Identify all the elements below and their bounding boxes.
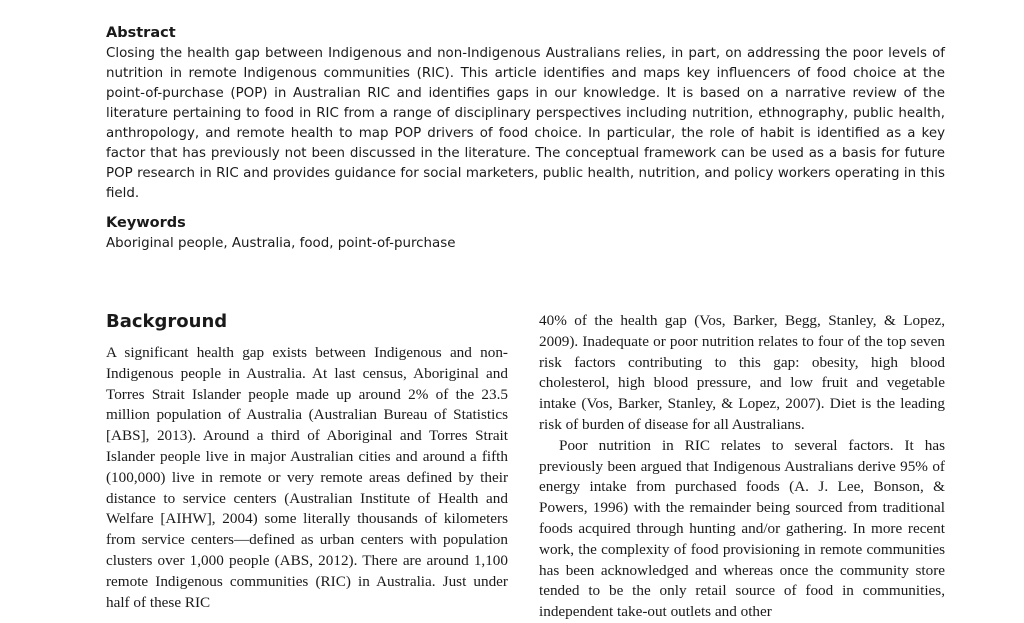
- abstract-section: [106, 24, 945, 204]
- keywords-heading: Keywords: [106, 215, 186, 231]
- keywords-section: [106, 214, 945, 254]
- abstract-heading: Abstract: [106, 25, 176, 41]
- right-column: [539, 311, 945, 623]
- background-paragraph-right-2: Poor nutrition in RIC relates to several factors. It has previously been argued that Indigenous Australians derive 95% of energy intake from purchased foods (A. J. Lee, Bonson, & Powers, 1996) with the remainder being sourced from traditional foods acquired through hunting and/or gathering. In more recent work, the complexity of food provisioning in remote communities has been acknowledged and whereas once the community store tended to be the only retail source of food in communities, independent take-out outlets and other: [539, 436, 945, 621]
- background-paragraph-left: A significant health gap exists between Indigenous and non-Indigenous people in Australia. At last census, Aboriginal and Torres Strait Islander people made up around 2% of the 23.5 million population of Australia (Australian Bureau of Statistics [ABS], 2013). Around a third of Aboriginal and Torres Strait Islander people live in major Australian cities and around a fifth (100,000) live in remote or very remote areas defined by their distance to service centers (Australian Institute of Health and Welfare [AIHW], 2004) some literally thousands of kilometers from service centers—defined as urban centers with population clusters over 1,000 people (ABS, 2012). There are around 1,100 remote Indigenous communities (RIC) in Australia. Just under half of these RIC: [106, 344, 508, 611]
- background-heading: Background: [106, 311, 228, 332]
- background-paragraph-right-1: 40% of the health gap (Vos, Barker, Begg, Stanley, & Lopez, 2009). Inadequate or poor nutrition relates to four of the top seven risk factors contributing to this gap: obesity, high blood cholesterol, high blood pressure, and low fruit and vegetable intake (Vos, Barker, Stanley, & Lopez, 2007). Diet is the leading risk of burden of disease for all Australians.: [539, 312, 945, 433]
- left-column: [106, 311, 508, 613]
- abstract-text: Closing the health gap between Indigenous and non-Indigenous Australians relies, in part, on addressing the poor levels of nutrition in remote Indigenous communities (RIC). This article identifies and maps key influencers of food choice at the point-of-purchase (POP) in Australian RIC and identifies gaps in our knowledge. It is based on a narrative review of the literature pertaining to food in RIC from a range of disciplinary perspectives including nutrition, ethnography, public health, anthropology, and remote health to map POP drivers of food choice. In particular, the role of habit is identified as a key factor that has previously not been discussed in the literature. The conceptual framework can be used as a basis for future POP research in RIC and provides guidance for social marketers, public health, nutrition, and policy workers operating in this field.: [106, 46, 945, 201]
- keywords-text: Aboriginal people, Australia, food, point-of-purchase: [106, 236, 456, 251]
